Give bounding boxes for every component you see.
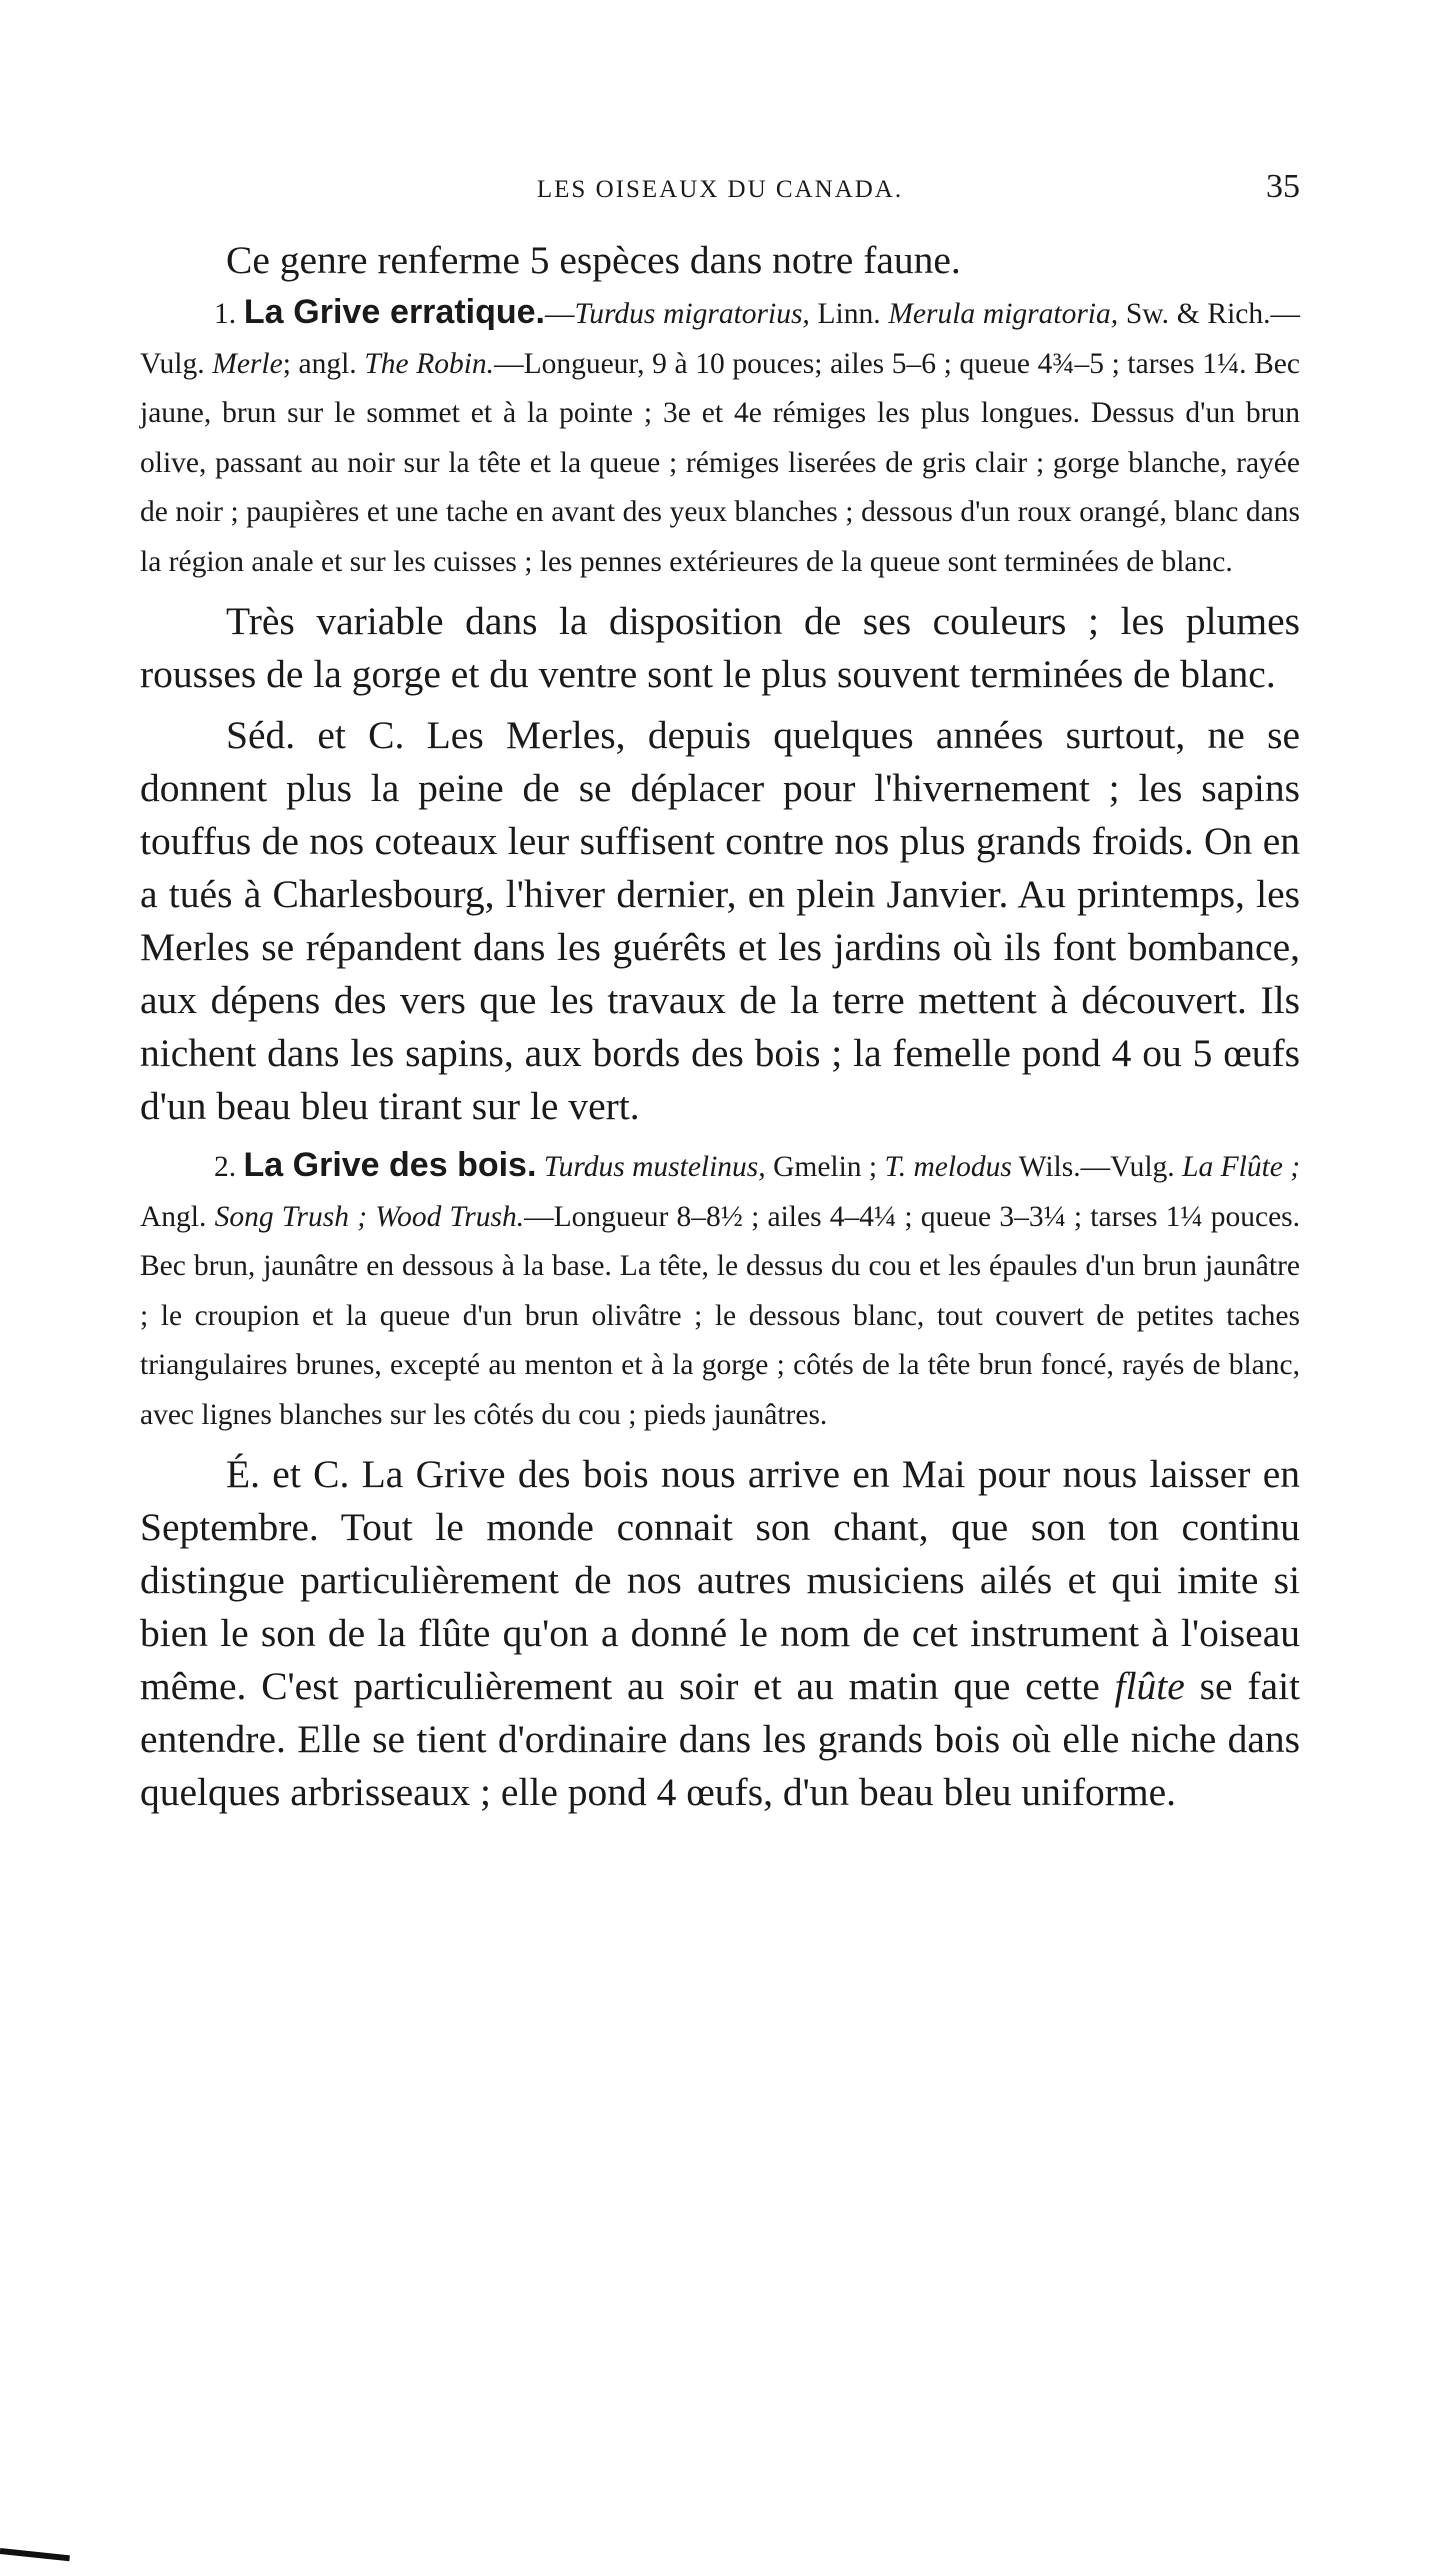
species-2-vulgar: La Flûte ;: [1182, 1151, 1301, 1183]
species-2-entry: [140, 1141, 1300, 1440]
species-2-synonym-author: Wils.—Vulg.: [1018, 1151, 1175, 1183]
intro-paragraph: Ce genre renferme 5 espèces dans notre faune.: [226, 238, 961, 282]
summer-paragraph: [140, 1448, 1300, 1819]
species-1-english: The Robin.: [364, 347, 495, 380]
species-2-english: Song Trush ; Wood Trush.: [214, 1200, 525, 1233]
species-1-entry: [140, 288, 1300, 587]
summer-text-before: É. et C. La Grive des bois nous arrive en Mai pour nous laisser en Septembre. Tout le monde connait son chant, que son ton continu distingue particulièrement de nos autres musiciens ailés et qui imite si bien le son de la flûte qu'on a donné le nom de cet instrument à l'oiseau même. C'est particulièrement au soir et au matin que cette: [140, 1452, 1300, 1708]
flute-italic-word: flûte: [1114, 1664, 1185, 1708]
species-1-latin: Turdus migratorius,: [574, 298, 810, 330]
species-2-author: Gmelin ;: [773, 1151, 878, 1183]
variability-paragraph: Très variable dans la disposition de ses couleurs ; les plumes rousses de la gorge et du ventre sont le plus souvent terminées de blanc.: [140, 599, 1300, 696]
species-1-description: —Longueur, 9 à 10 pouces; ailes 5–6 ; queue 4¾–5 ; tarses 1¼. Bec jaune, brun sur le sommet et à la pointe ; 3e et 4e rémiges les plus longues. Dessus d'un brun olive, passant au noir sur la tête et la queue ; rémiges liserées de gris clair ; gorge blanche, rayée de noir ; paupières et une tache en avant des yeux blanches ; dessous d'un roux orangé, blanc dans la région anale et sur les cuisses ; les pennes extérieures de la queue sont terminées de blanc.: [140, 347, 1300, 578]
species-1-vulgar: Merle: [212, 347, 283, 380]
page-number: 35: [1266, 168, 1300, 205]
scan-edge-mark: [0, 2548, 70, 2561]
species-1-synonym-author: Sw. & Rich.—Vulg.: [140, 298, 1300, 380]
sedentary-paragraph: Séd. et C. Les Merles, depuis quelques années surtout, ne se donnent plus la peine de se déplacer pour l'hivernement ; les sapins touffus de nos coteaux leur suffisent contre nos plus grands froids. On en a tués à Charlesbourg, l'hiver dernier, en plein Janvier. Au printemps, les Merles se répandent dans les guérêts et les jardins où ils font bombance, aux dépens des vers que les travaux de la terre mettent à découvert. Ils nichent dans les sapins, aux bords des bois ; la femelle pond 4 ou 5 œufs d'un beau bleu tirant sur le vert.: [140, 713, 1300, 1128]
body-text: [140, 234, 1300, 1819]
species-1-english-prefix: ; angl.: [282, 347, 357, 380]
species-1-name: La Grive erratique.: [243, 293, 545, 331]
species-1-dash: —: [544, 298, 575, 330]
species-2-name: La Grive des bois.: [243, 1146, 537, 1184]
species-1-author: Linn.: [817, 298, 881, 330]
page-header: [140, 168, 1300, 218]
species-2-english-prefix: Angl.: [140, 1200, 207, 1233]
species-2-number: 2.: [214, 1151, 237, 1183]
summer-text-after: se fait entendre. Elle se tient d'ordinaire dans les grands bois où elle niche dans quelques arbrisseaux ; elle pond 4 œufs, d'un beau bleu uniforme.: [140, 1664, 1301, 1814]
species-2-latin: Turdus mustelinus,: [543, 1151, 766, 1183]
running-head: LES OISEAUX DU CANADA.: [536, 176, 904, 203]
species-1-number: 1.: [214, 298, 237, 330]
species-2-description: —Longueur 8–8½ ; ailes 4–4¼ ; queue 3–3¼ ; tarses 1¼ pouces. Bec brun, jaunâtre en dessous à la base. La tête, le dessus du cou et les épaules d'un brun jaunâtre ; le croupion et la queue d'un brun olivâtre ; le dessous blanc, tout couvert de petites taches triangulaires brunes, excepté au menton et à la gorge ; côtés de la tête brun foncé, rayés de blanc, avec lignes blanches sur les côtés du cou ; pieds jaunâtres.: [140, 1200, 1301, 1431]
species-2-synonym: T. melodus: [884, 1151, 1012, 1183]
species-1-synonym: Merula migratoria,: [888, 298, 1119, 330]
